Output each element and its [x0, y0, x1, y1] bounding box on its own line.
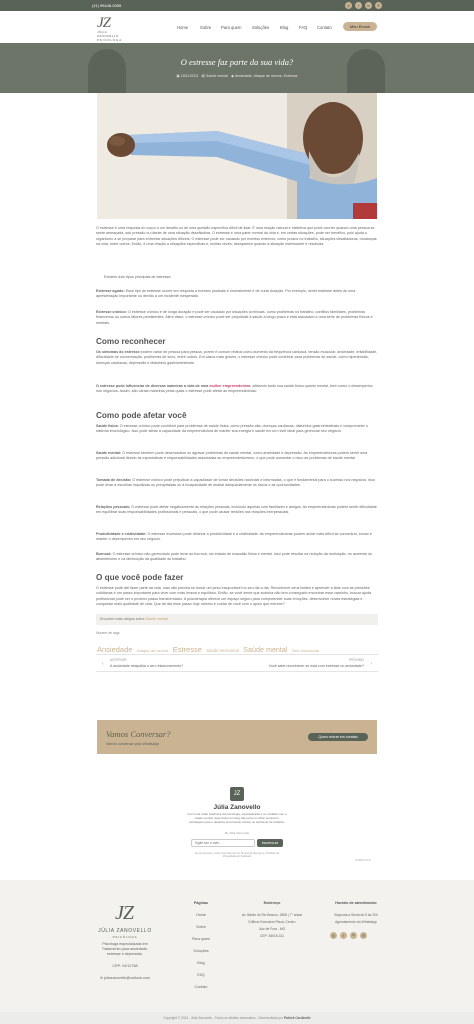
bold-label: Estresse agudo: [96, 289, 125, 293]
section-heading: Como reconhecer [96, 337, 166, 346]
paragraph-text: O estresse crônico pode prejudicar a capacidade de tomar decisões racionais e informadas, o que é fundamental para o sucesso nos negócios. Isso pode levar a escolhas impulsivas ou precipitadas ou à incapacidade de avaliar adequadamente os riscos e as oportunidades. [96, 478, 375, 488]
article-paragraph [96, 310, 378, 326]
paragraph-text: O estresse crônico não gerenciado pode levar ao burnout, um estado de exaustão física e mental. Isso pode resultar na redução da motivação, no aumento do absenteísmo e na diminuição da qualidade do trabalho. [96, 552, 373, 562]
paragraph-text: O estresse crônico pode contribuir para problemas de saúde física, como pressão alta, doenças cardíacas, distúrbios gastrointestinais e comprometer o sistema imunológico. Isso pode afetar a capacidade da empreendedora de manter sua energia e saúde em um nível ideal para gerenciar seu negócio. [96, 424, 368, 434]
nav-sobre[interactable]: Sobre [200, 25, 212, 30]
paragraph-text: , afetando tanto sua saúde física quanto mental, bem como o desempenho nos negócios. Assim, são várias maneiras pelas quais o estresse pode afetar as empreendedoras: [96, 384, 373, 394]
facebook-icon[interactable]: f [340, 932, 347, 939]
nav-solucoes[interactable]: Soluções [252, 25, 270, 30]
footer-address-title: Endereço [263, 901, 281, 905]
article-paragraph [96, 532, 378, 543]
bold-label: Saúde física: [96, 424, 119, 428]
article-paragraph [96, 424, 378, 435]
post-meta [0, 74, 474, 78]
paragraph-text: podem variar de pessoa para pessoa, porém é comum relatos como aumento da frequência cardíaca, tensão muscular, ansiedade, irritabilidade, dificuldade de concentração, problemas de sono, entre outros. Em casos mais graves, o estresse crônico pode contribuir para problemas de saúde, como hipertensão, doenças cardíacas, depressão e distúrbios gastrointestinais. [96, 350, 378, 365]
more-posts-label: Encontre mais artigos sobre [100, 617, 145, 621]
post-title: O estresse faz parte da sua vida? [180, 57, 294, 67]
calendar-icon: ▣ [176, 74, 181, 78]
newsletter-author: By Júlia Zanovello [224, 831, 250, 835]
copyright-text: Copyright © 2024 - Júlia Zanovello - Todos os direitos reservados - Desenvolvido por [163, 1016, 283, 1020]
bold-label: Relações pessoais: [96, 505, 131, 509]
copyright-bar [0, 1012, 474, 1024]
footer-link[interactable]: Home [196, 913, 206, 917]
facebook-icon[interactable]: f [355, 2, 362, 9]
paragraph-text: O estresse excessivo pode diminuir a produtividade e a criatividade. As empreendedoras podem achar mais difícil se concentrar, inovar e manter o desempenho em seu negócio. [96, 532, 372, 542]
tag-link[interactable]: Ansiedade [97, 645, 133, 654]
chevron-right-icon[interactable]: › [370, 661, 372, 667]
footer-link[interactable]: FAQ [197, 973, 205, 977]
footer-address-line: Av. Barão do Rio Branco, 2808 | 7° andar [241, 913, 303, 917]
more-posts-link[interactable]: Saúde mental [145, 617, 168, 621]
tag-icon: ◆ [231, 74, 235, 78]
prev-label: ANTERIOR [110, 658, 127, 662]
newsletter-title: Júlia Zanovello [213, 804, 261, 811]
featured-image [97, 93, 377, 219]
boxing-man-illustration [97, 93, 377, 219]
linkedin-icon[interactable]: in [366, 3, 371, 8]
developer-link[interactable]: Patrick Cardinelle [283, 1016, 311, 1020]
whatsapp-icon[interactable]: ✆ [376, 3, 381, 8]
nav-contato[interactable]: Contato [317, 25, 332, 30]
footer-crp: CRP: 04/12768 [112, 964, 138, 968]
tag-link[interactable]: Zelo emocional [291, 648, 320, 653]
article-paragraph [96, 289, 378, 300]
instagram-icon[interactable]: ◎ [346, 3, 351, 8]
footer-logo-name: JÚLIA ZANOVELLO [98, 928, 152, 934]
email-icon: ✉ [100, 976, 105, 980]
footer-hours-title: Horário de atendimento [335, 901, 377, 905]
subscribe-button[interactable]: Inscreva-se [257, 839, 283, 847]
hero-arch-right [347, 49, 385, 93]
cta-title: Vamos Conversar? [106, 729, 171, 739]
folder-icon: ▤ [201, 74, 206, 78]
more-posts-bar [96, 614, 378, 625]
article-paragraph [96, 478, 378, 489]
tag-link[interactable]: Estresse [172, 645, 202, 654]
newsletter-email-input[interactable] [191, 839, 255, 847]
nav-home[interactable]: Home [177, 25, 189, 30]
instagram-icon[interactable]: ◎ [331, 933, 336, 938]
chevron-left-icon[interactable]: ‹ [102, 661, 104, 667]
whatsapp-icon[interactable]: ✆ [361, 933, 366, 938]
top-bar [0, 0, 474, 11]
article-paragraph [96, 350, 378, 366]
post-hero [0, 43, 474, 93]
section-heading: Como pode afetar você [96, 411, 187, 420]
cta-contact-button[interactable]: Quero entrar em contato [308, 733, 368, 741]
paragraph-text: O estresse crônico é de longa duração e pode ser causado por situações contínuas, como problemas no trabalho, conflitos familiares, problemas financeiros ou outros fatores persistentes. Além disso, o estresse crônico pode ser prejudicial à saúde a longo prazo e está associado a uma série de problemas físicos e mentais. [96, 310, 373, 325]
nav-blog[interactable]: Blog [280, 25, 289, 30]
nav-faq[interactable]: FAQ [299, 25, 308, 30]
tag-link[interactable]: Ataque de nervos [136, 648, 169, 653]
footer-pages-title: Páginas [193, 901, 209, 905]
article-paragraph: O estresse pode até fazer parte da vida, mas não precisa se tornar um peso insuportável no seu dia a dia. Reconhecer seus limites e aprender a lidar com as pressões cotidianas é um passo importante para viver com mais leveza e equilíbrio. Então, se você sente que sozinha não tem conseguido encontrar esse caminho, buscar ajuda profissional pode ser o próximo passo transformador. A psicoterapia oferece um espaço seguro para compreender suas emoções, desenvolver novas estratégias e conquistar mais qualidade de vida. Que tal dar esse passo hoje mesmo e cuidar de você com o apoio que merece? [96, 586, 372, 606]
article-paragraph [96, 505, 378, 516]
post-date: 18/11/2021 [180, 74, 199, 78]
footer-link[interactable]: Blog [197, 961, 205, 965]
footer-link[interactable]: Soluções [193, 949, 209, 953]
nav-para-quem[interactable]: Para quem [221, 25, 242, 30]
article-paragraph: Existem dois tipos principais de estresse: [104, 275, 172, 279]
footer-logo-sub: PSICÓLOGA [112, 935, 138, 939]
cta-subtitle: Vamos conversar pelo WhatsApp [106, 742, 160, 746]
paragraph-text: O estresse pode afetar negativamente as relações pessoais, incluindo aquelas com familiares e amigos. As empreendedoras podem sentir dificuldade em equilibrar suas responsabilidades profissionais e pessoais, o que pode causar tensões nas relações interpessoais. [96, 505, 377, 515]
logo-sub: PSICÓLOGA [97, 38, 122, 42]
footer-logo-initials: JZ [115, 902, 133, 924]
footer-about: Psicóloga especializada em Tratamento para ansiedade, estresse e depressão. [101, 942, 149, 956]
article-paragraph [96, 552, 378, 563]
ebook-button[interactable]: Meu Ebook [343, 22, 377, 31]
section-heading: O que você pode fazer [96, 573, 184, 582]
site-logo[interactable] [97, 15, 129, 42]
logo-initials: JZ [97, 15, 110, 31]
bold-label: Os sintomas do estresse [96, 350, 140, 354]
bold-label: Produtividade e criatividade: [96, 532, 147, 536]
article-paragraph [96, 384, 378, 395]
bold-label: Saúde mental: [96, 451, 122, 455]
post-category[interactable]: Saúde mental [205, 74, 229, 78]
tag-link[interactable]: Saúde emocional [206, 648, 239, 653]
bold-label: Tomada de decisão: [96, 478, 132, 482]
paragraph-text: Esse tipo de estresse ocorre em resposta a eventos pontuais e normalmente é de curta duração. Por exemplo, sentir estresse antes de uma apresentação importante ou devido a um incidente inesperado. [96, 289, 356, 299]
footer-address-line: CEP: 36016-311 [259, 934, 285, 938]
footer-address-line: Juiz de Fora - MG [258, 927, 286, 931]
newsletter-desc: Com uma visão sistêmica da psicologia, especializada e no cuidado com a saúde mental, desenvolvi um blog são para um olhar sensível e estratégico para o desafios emocionais vividos no ambiente de trabalho. [187, 812, 287, 824]
tag-link[interactable]: Saúde mental [243, 645, 288, 654]
footer-address-line: Edifício Executive Plaza, Centro [248, 920, 296, 924]
footer-link[interactable]: Sobre [196, 925, 206, 929]
newsletter-logo: JZ [230, 787, 244, 801]
bold-label: O estresse pode influenciar de diversas maneiras a vida de uma [96, 384, 209, 388]
logo-name: JÚLIA ZANOVELLO [97, 30, 119, 38]
phone-text[interactable]: (11) 99446-0055 [92, 3, 122, 8]
article-paragraph: O estresse é uma resposta do corpo a um desafio ou de uma questão específica difícil de lidar. É uma reação natural e instintiva que pode ocorrer quando uma pessoa se sente ameaçada, sob pressão ou diante de uma situação desafiadora. O estresse é uma parte normal da vida e, em certas situações, pode ser benéfico, pois ajuda o organismo a se preparar para enfrentar situações difíceis. O estresse pode ser causado por eventos externos, como prazos no trabalho, situações desafiadoras, mudanças na vida, entre outros. Então, é uma reação a situações específicas e, muitas vezes, desaparece quando a situação estressante é resolvida. [96, 226, 377, 246]
site-footer [0, 880, 474, 1012]
post-navigation [96, 654, 378, 672]
article-paragraph [96, 451, 378, 462]
next-post-link[interactable]: Você sabe reconhecer se está com estresse ou ansiedade? [268, 664, 364, 668]
newsletter-legal: Ao se inscrever, você concorda com os Termos de Serviço e a Política de Privacidade do Substack [194, 852, 280, 859]
linkedin-icon[interactable]: in [350, 932, 357, 939]
footer-hours-line: Segunda a Sexta de 8 às 20h [334, 913, 378, 917]
footer-hours-line: Agendamento via WhatsApp [335, 920, 377, 924]
tag-cloud-label: Nuvem de tags [96, 631, 120, 635]
footer-link[interactable]: Contato [194, 985, 208, 989]
footer-link[interactable]: Para quem [191, 937, 211, 941]
whatsapp-cta [97, 720, 377, 754]
footer-email-text[interactable]: juliazanovello@outlook.com [104, 976, 150, 980]
bold-label: Burnout: [96, 552, 112, 556]
next-label: PRÓXIMO [348, 658, 364, 662]
bold-label: Estresse crônico: [96, 310, 127, 314]
substack-badge[interactable]: SUBSTACK [355, 858, 371, 862]
footer-email[interactable] [95, 976, 155, 980]
hero-arch-left [88, 49, 126, 93]
prev-post-link[interactable]: A ansiedade atrapalha o seu relacionamento? [110, 664, 184, 668]
paragraph-text: O estresse também pode desencadear ou agravar problemas de saúde mental, como ansiedade e depressão. As empreendedoras podem sentir uma pressão adicional devido às expectativas e responsabilidades associadas ao empreendedorismo, o que pode aumentar o risco de problemas de saúde mental. [96, 451, 368, 461]
inline-link[interactable]: mulher empreendedora [208, 384, 251, 388]
post-tags[interactable]: Ansiedade, Ataque de nervos, Estresse [234, 74, 298, 78]
